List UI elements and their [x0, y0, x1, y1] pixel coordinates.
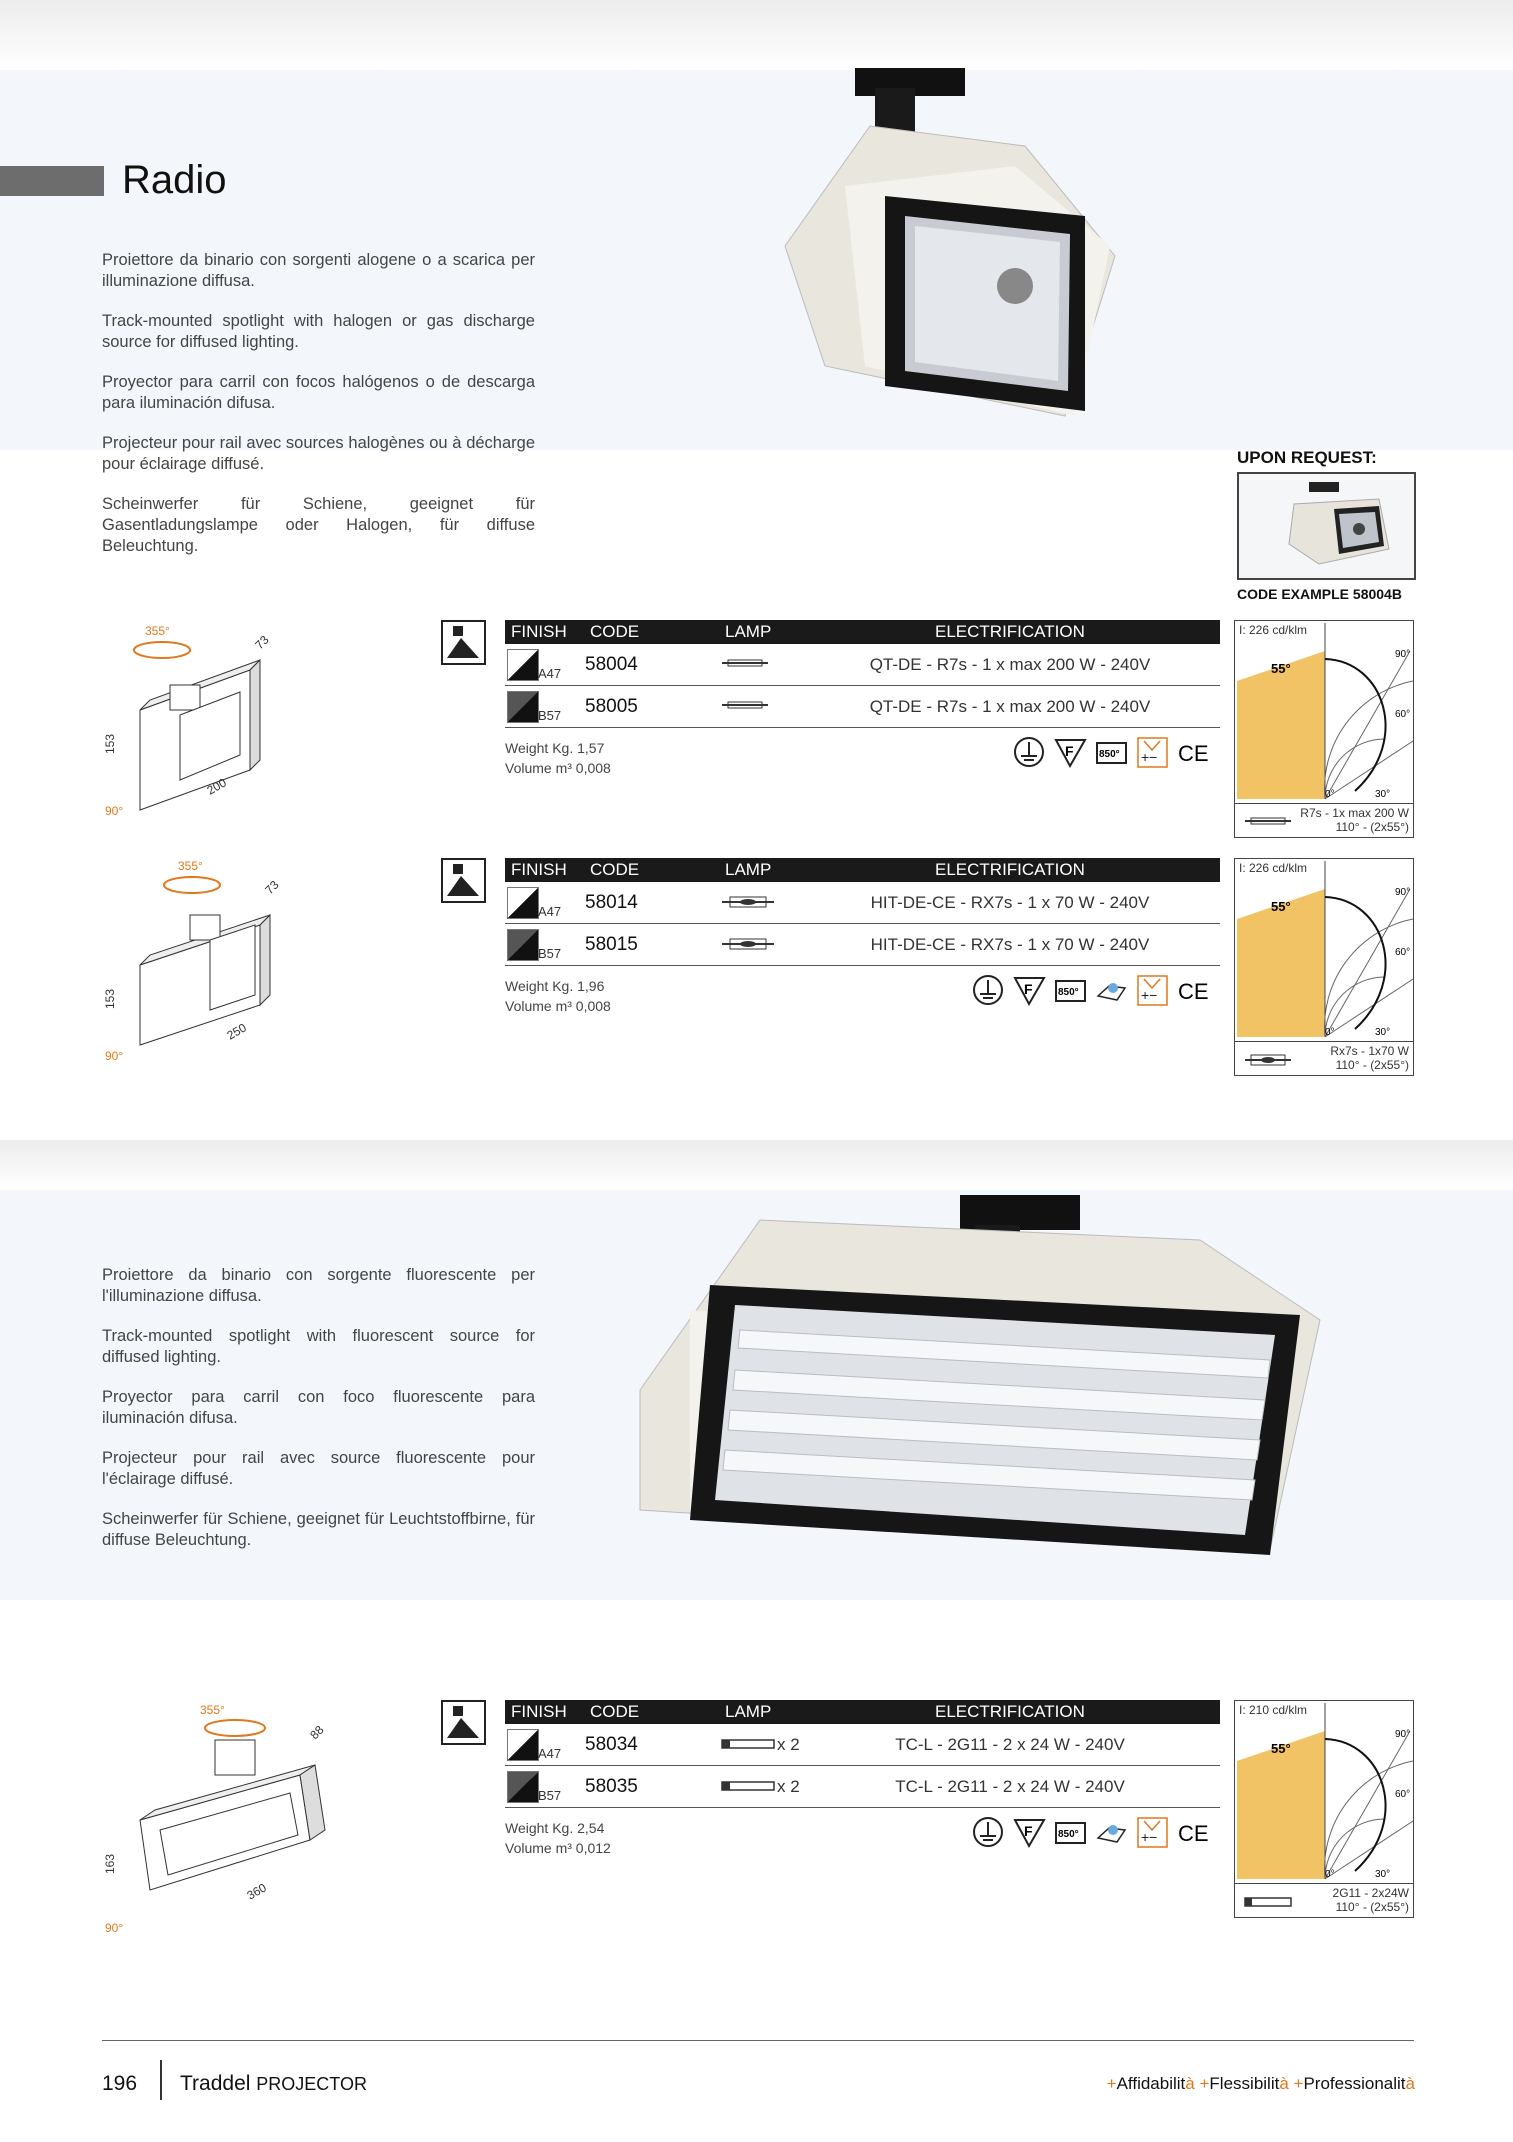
finish-swatch-black [507, 929, 539, 961]
svg-text:+−: +− [1141, 749, 1158, 765]
middle-gradient-band [0, 1140, 1513, 1190]
finish-swatch-white [507, 887, 539, 919]
lamp-tcl-icon [720, 1738, 776, 1750]
dimension-drawing-2 [100, 855, 290, 1065]
rotation-label: 355° [145, 624, 170, 638]
svg-text:360: 360 [244, 1880, 269, 1903]
finish-swatch-white [507, 649, 539, 681]
track-mount-icon [441, 620, 486, 665]
polar-diagram-3: 55° 90° 60° 30° 0° I: 210 cd/klm 2G11 - 2x24W 110° - (2x55°) [1234, 1700, 1414, 1918]
spec-table-2 [505, 858, 1220, 1014]
track-mount-icon [441, 858, 486, 903]
finish-swatch-black [507, 1771, 539, 1803]
table-row: A47 58034 x 2 TC-L - 2G11 - 2 x 24 W - 240V [505, 1724, 1220, 1766]
svg-text:850°: 850° [1058, 987, 1079, 998]
svg-text:55°: 55° [1271, 661, 1291, 676]
svg-text:0°: 0° [1325, 1027, 1335, 1038]
lamp-rx7s-icon [720, 938, 776, 950]
svg-text:90°: 90° [1395, 1729, 1411, 1740]
class-i-ground-icon [972, 974, 1005, 1007]
polarity-icon [1136, 736, 1169, 769]
svg-text:153: 153 [103, 733, 117, 754]
weight-volume: Weight Kg. 1,96 Volume m³ 0,008 [505, 978, 611, 1014]
class-i-ground-icon [972, 1816, 1005, 1849]
svg-text:90°: 90° [1395, 649, 1411, 660]
title-accent-bar [0, 166, 104, 196]
weight-volume: Weight Kg. 2,54 Volume m³ 0,012 [505, 1820, 611, 1856]
page-number: 196 [102, 2072, 138, 2095]
brand-name: Traddel PROJECTOR [180, 2072, 367, 2095]
temperature-850-icon [1054, 974, 1087, 1007]
svg-text:153: 153 [103, 988, 117, 1009]
spec-header: FINISH CODE LAMP ELECTRIFICATION [505, 858, 1220, 882]
polarity-icon [1136, 974, 1169, 1007]
weight-volume: Weight Kg. 1,57 Volume m³ 0,008 [505, 740, 611, 776]
desc-es: Proyector para carril con focos halógenos o de descarga para iluminación difusa. [102, 373, 535, 412]
polar-diagram-1: 55° 90° 60° 30° 0° I: 226 cd/klm R7s - 1x max 200 W 110° - (2x55°) [1234, 620, 1414, 838]
svg-text:200: 200 [204, 775, 229, 798]
ballast-icon [1095, 1816, 1128, 1849]
upon-request-photo [1239, 474, 1414, 578]
polar-lamp-info: Rx7s - 1x70 W 110° - (2x55°) [1235, 1041, 1413, 1075]
footer-divider [102, 2040, 1414, 2041]
svg-text:850°: 850° [1099, 749, 1120, 760]
section1-description [102, 250, 535, 576]
table-row: A47 58014 HIT-DE-CE - RX7s - 1 x 70 W - 240V [505, 882, 1220, 924]
svg-text:90°: 90° [105, 804, 124, 818]
svg-text:850°: 850° [1058, 1829, 1079, 1840]
polar-lamp-info: R7s - 1x max 200 W 110° - (2x55°) [1235, 803, 1413, 837]
finish-swatch-black [507, 691, 539, 723]
svg-text:60°: 60° [1395, 709, 1411, 720]
upon-request-label: UPON REQUEST: [1237, 448, 1377, 467]
f-mark-icon [1013, 974, 1046, 1007]
polarity-icon [1136, 1816, 1169, 1849]
lamp-r7s-icon [720, 700, 770, 710]
footer-separator [160, 2060, 162, 2100]
table-row: B57 58005 QT-DE - R7s - 1 x max 200 W - 240V [505, 686, 1220, 728]
svg-text:250: 250 [224, 1020, 249, 1043]
track-mount-icon [441, 1700, 486, 1745]
polar-diagram-2: 55° 90° 60° 30° 0° I: 226 cd/klm Rx7s - 1x70 W 110° - (2x55°) [1234, 858, 1414, 1076]
dimension-drawing-1 [100, 620, 290, 820]
svg-text:163: 163 [103, 1853, 117, 1874]
svg-text:+−: +− [1141, 1829, 1158, 1845]
desc-fr: Projecteur pour rail avec source fluorescente pour l'éclairage diffusé. [102, 1449, 535, 1488]
lamp-rx7s-icon [1243, 1054, 1293, 1066]
svg-text:88: 88 [307, 1722, 327, 1743]
lamp-tcl-icon [1243, 1896, 1293, 1908]
table-row: A47 58004 QT-DE - R7s - 1 x max 200 W - 240V [505, 644, 1220, 686]
certification-symbols [1013, 736, 1210, 769]
footer-slogan: +Affidabilità +Flessibilità +Professionalità [1106, 2074, 1415, 2093]
svg-text:CE: CE [1178, 1821, 1209, 1846]
desc-it: Proiettore da binario con sorgente fluorescente per l'illuminazione diffusa. [102, 1266, 535, 1305]
table-row: B57 58015 HIT-DE-CE - RX7s - 1 x 70 W - 240V [505, 924, 1220, 966]
lamp-r7s-icon [720, 658, 770, 668]
svg-text:90°: 90° [105, 1049, 124, 1063]
spec-header: FINISH CODE LAMP ELECTRIFICATION [505, 1700, 1220, 1724]
svg-text:73: 73 [262, 877, 282, 898]
f-mark-icon [1054, 736, 1087, 769]
product-photo-halogen [765, 66, 1205, 436]
certification-symbols [972, 974, 1210, 1007]
desc-it: Proiettore da binario con sorgenti alogene o a scarica per illuminazione diffusa. [102, 251, 535, 290]
svg-text:F: F [1024, 1823, 1033, 1839]
desc-en: Track-mounted spotlight with fluorescent source for diffused lighting. [102, 1327, 535, 1366]
page-title: Radio [122, 158, 227, 202]
svg-text:73: 73 [252, 632, 272, 653]
lamp-tcl-icon [720, 1780, 776, 1792]
dimension-drawing-3 [100, 1700, 380, 1940]
desc-fr: Projecteur pour rail avec sources halogènes ou à décharge pour éclairage diffusé. [102, 434, 535, 473]
certification-symbols [972, 1816, 1210, 1849]
svg-text:0°: 0° [1325, 1869, 1335, 1880]
svg-text:0°: 0° [1325, 789, 1335, 800]
section2-description [102, 1265, 535, 1570]
svg-text:30°: 30° [1375, 789, 1391, 800]
photometric-chart [1235, 1701, 1413, 1883]
svg-text:30°: 30° [1375, 1869, 1391, 1880]
temperature-850-icon [1054, 1816, 1087, 1849]
svg-text:55°: 55° [1271, 1741, 1291, 1756]
ce-mark-icon [1177, 974, 1210, 1007]
temperature-850-icon [1095, 736, 1128, 769]
svg-text:+−: +− [1141, 987, 1158, 1003]
desc-es: Proyector para carril con foco fluorescente para iluminación difusa. [102, 1388, 535, 1427]
finish-swatch-white [507, 1729, 539, 1761]
svg-text:355°: 355° [178, 859, 203, 873]
upon-request-image [1237, 472, 1416, 580]
polar-lamp-info: 2G11 - 2x24W 110° - (2x55°) [1235, 1883, 1413, 1917]
svg-text:55°: 55° [1271, 899, 1291, 914]
photometric-chart [1235, 621, 1413, 803]
ballast-icon [1095, 974, 1128, 1007]
table-row: B57 58035 x 2 TC-L - 2G11 - 2 x 24 W - 240V [505, 1766, 1220, 1808]
lamp-rx7s-icon [720, 896, 776, 908]
svg-text:355°: 355° [200, 1703, 225, 1717]
class-i-ground-icon [1013, 736, 1046, 769]
product-photo-fluorescent [630, 1190, 1330, 1570]
desc-de: Scheinwerfer für Schiene, geeignet für Leuchtstoffbirne, für diffuse Beleuchtung. [102, 1510, 535, 1549]
ce-mark-icon [1177, 736, 1210, 769]
svg-text:F: F [1065, 743, 1074, 759]
svg-text:60°: 60° [1395, 1789, 1411, 1800]
lamp-r7s-icon [1243, 816, 1293, 826]
spec-header: FINISH CODE LAMP ELECTRIFICATION [505, 620, 1220, 644]
spec-table-3 [505, 1700, 1220, 1856]
svg-text:F: F [1024, 981, 1033, 997]
desc-de: Scheinwerfer für Schiene, geeignet für Gasentladungslampe oder Halogen, für diffuse Beleuchtung. [102, 495, 535, 555]
svg-text:60°: 60° [1395, 947, 1411, 958]
svg-text:30°: 30° [1375, 1027, 1391, 1038]
ce-mark-icon [1177, 1816, 1210, 1849]
code-example: CODE EXAMPLE 58004B [1237, 586, 1402, 602]
photometric-chart [1235, 859, 1413, 1041]
desc-en: Track-mounted spotlight with halogen or gas discharge source for diffused lighting. [102, 312, 535, 351]
svg-text:CE: CE [1178, 979, 1209, 1004]
svg-text:90°: 90° [105, 1921, 124, 1935]
svg-text:CE: CE [1178, 741, 1209, 766]
top-gradient-band [0, 0, 1513, 70]
spec-table-1 [505, 620, 1220, 776]
f-mark-icon [1013, 1816, 1046, 1849]
svg-text:90°: 90° [1395, 887, 1411, 898]
